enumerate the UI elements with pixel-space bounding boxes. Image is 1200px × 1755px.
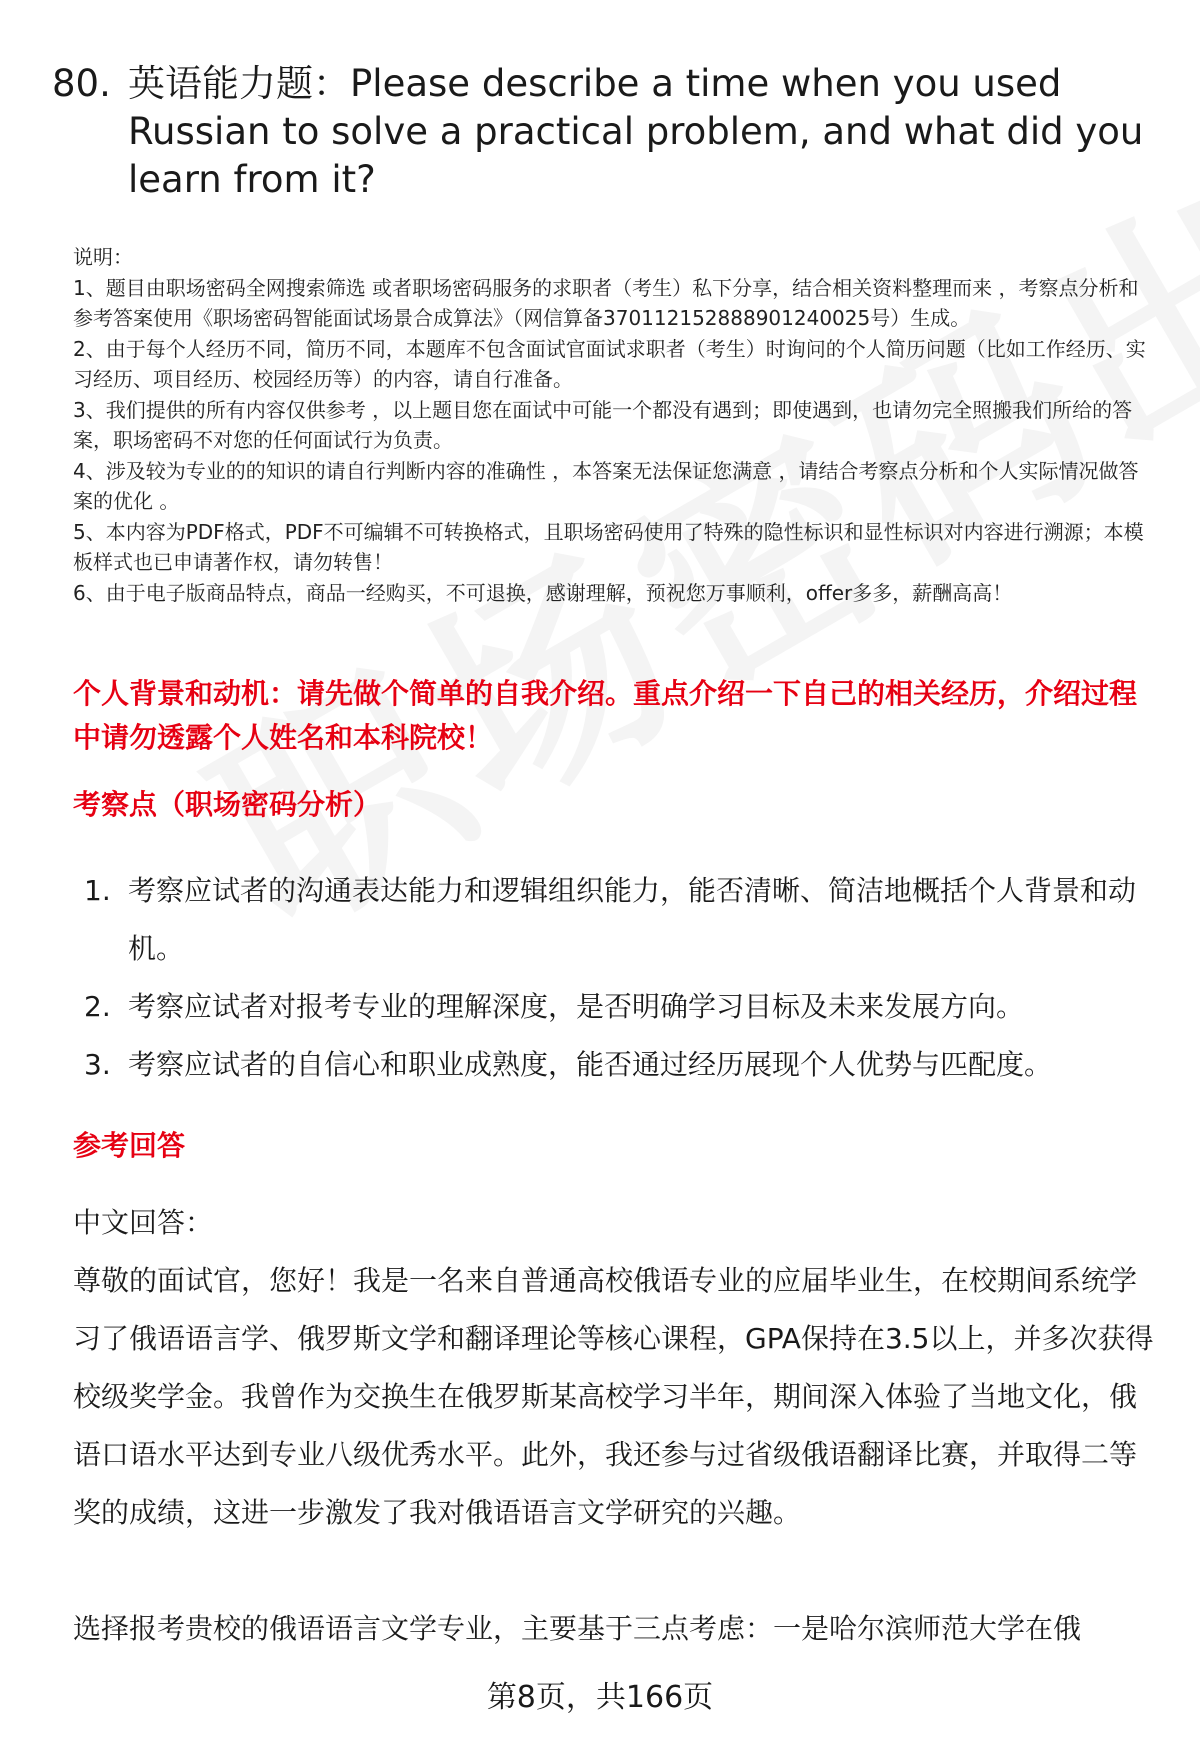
note-item: 5、本内容为PDF格式，PDF不可编辑不可转换格式，且职场密码使用了特殊的隐性标识和显性标识对内容进行溯源；本模板样式也已申请著作权，请勿转售！ xyxy=(73,519,1144,574)
point-text: 考察应试者的自信心和职业成熟度，能否通过经历展现个人优势与匹配度。 xyxy=(128,1048,1053,1081)
point-text: 考察应试者对报考专业的理解深度，是否明确学习目标及未来发展方向。 xyxy=(128,990,1025,1023)
answer-paragraph: 选择报考贵校的俄语语言文学专业，主要基于三点考虑：一是哈尔滨师范大学在俄 xyxy=(73,1612,1082,1645)
page-footer: 第8页，共166页 xyxy=(486,1680,714,1715)
notes-section xyxy=(73,242,1158,608)
analysis-points xyxy=(84,862,1162,1094)
question-title xyxy=(52,60,1162,204)
point-number: 3. xyxy=(84,1048,111,1081)
analysis-heading: 考察点（职场密码分析） xyxy=(73,788,382,821)
note-item: 1、题目由职场密码全网搜索筛选 或者职场密码服务的求职者（考生）私下分享，结合相关资料整理而来 ，考察点分析和参考答案使用《职场密码智能面试场景合成算法》（网信算备370112152888901240025号）生成。 xyxy=(73,275,1139,330)
point-text: 考察应试者的沟通表达能力和逻辑组织能力，能否清晰、简洁地概括个人背景和动机。 xyxy=(128,874,1137,965)
analysis-point xyxy=(84,978,1162,1036)
chinese-answer-label: 中文回答： xyxy=(73,1206,214,1239)
answer-heading: 参考回答 xyxy=(73,1129,186,1162)
note-item: 3、我们提供的所有内容仅供参考 ，以上题目您在面试中可能一个都没有遇到；即使遇到，也请勿完全照搬我们所给的答案，职场密码不对您的任何面试行为负责。 xyxy=(73,397,1133,452)
analysis-point xyxy=(84,862,1162,978)
notes-label: 说明： xyxy=(73,245,133,269)
note-item: 2、由于每个人经历不同，简历不同，本题库不包含面试官面试求职者（考生）时询问的个人简历问题（比如工作经历、实习经历、项目经历、校园经历等）的内容，请自行准备。 xyxy=(73,336,1146,391)
question-text: 英语能力题：Please describe a time when you used Russian to solve a practical problem, and what did you learn from it? xyxy=(128,62,1144,201)
analysis-point xyxy=(84,1036,1162,1094)
question-number: 80. xyxy=(52,62,111,105)
point-number: 2. xyxy=(84,990,111,1023)
background-heading: 个人背景和动机：请先做个简单的自我介绍。重点介绍一下自己的相关经历，介绍过程中请勿透露个人姓名和本科院校！ xyxy=(73,677,1138,754)
note-item: 4、涉及较为专业的的知识的请自行判断内容的准确性 ，本答案无法保证您满意 ，请结合考察点分析和个人实际情况做答案的优化 。 xyxy=(73,458,1139,513)
answer-paragraph: 尊敬的面试官，您好！我是一名来自普通高校俄语专业的应届毕业生，在校期间系统学习了俄语语言学、俄罗斯文学和翻译理论等核心课程，GPA保持在3.5以上，并多次获得校级奖学金。我曾作为交换生在俄罗斯某高校学习半年，期间深入体验了当地文化，俄语口语水平达到专业八级优秀水平。此外，我还参与过省级俄语翻译比赛，并取得二等奖的成绩，这进一步激发了我对俄语语言文学研究的兴趣。 xyxy=(73,1264,1154,1529)
note-item: 6、由于电子版商品特点，商品一经购买，不可退换，感谢理解，预祝您万事顺利，offer多多，薪酬高高！ xyxy=(73,580,1013,605)
point-number: 1. xyxy=(84,874,111,907)
